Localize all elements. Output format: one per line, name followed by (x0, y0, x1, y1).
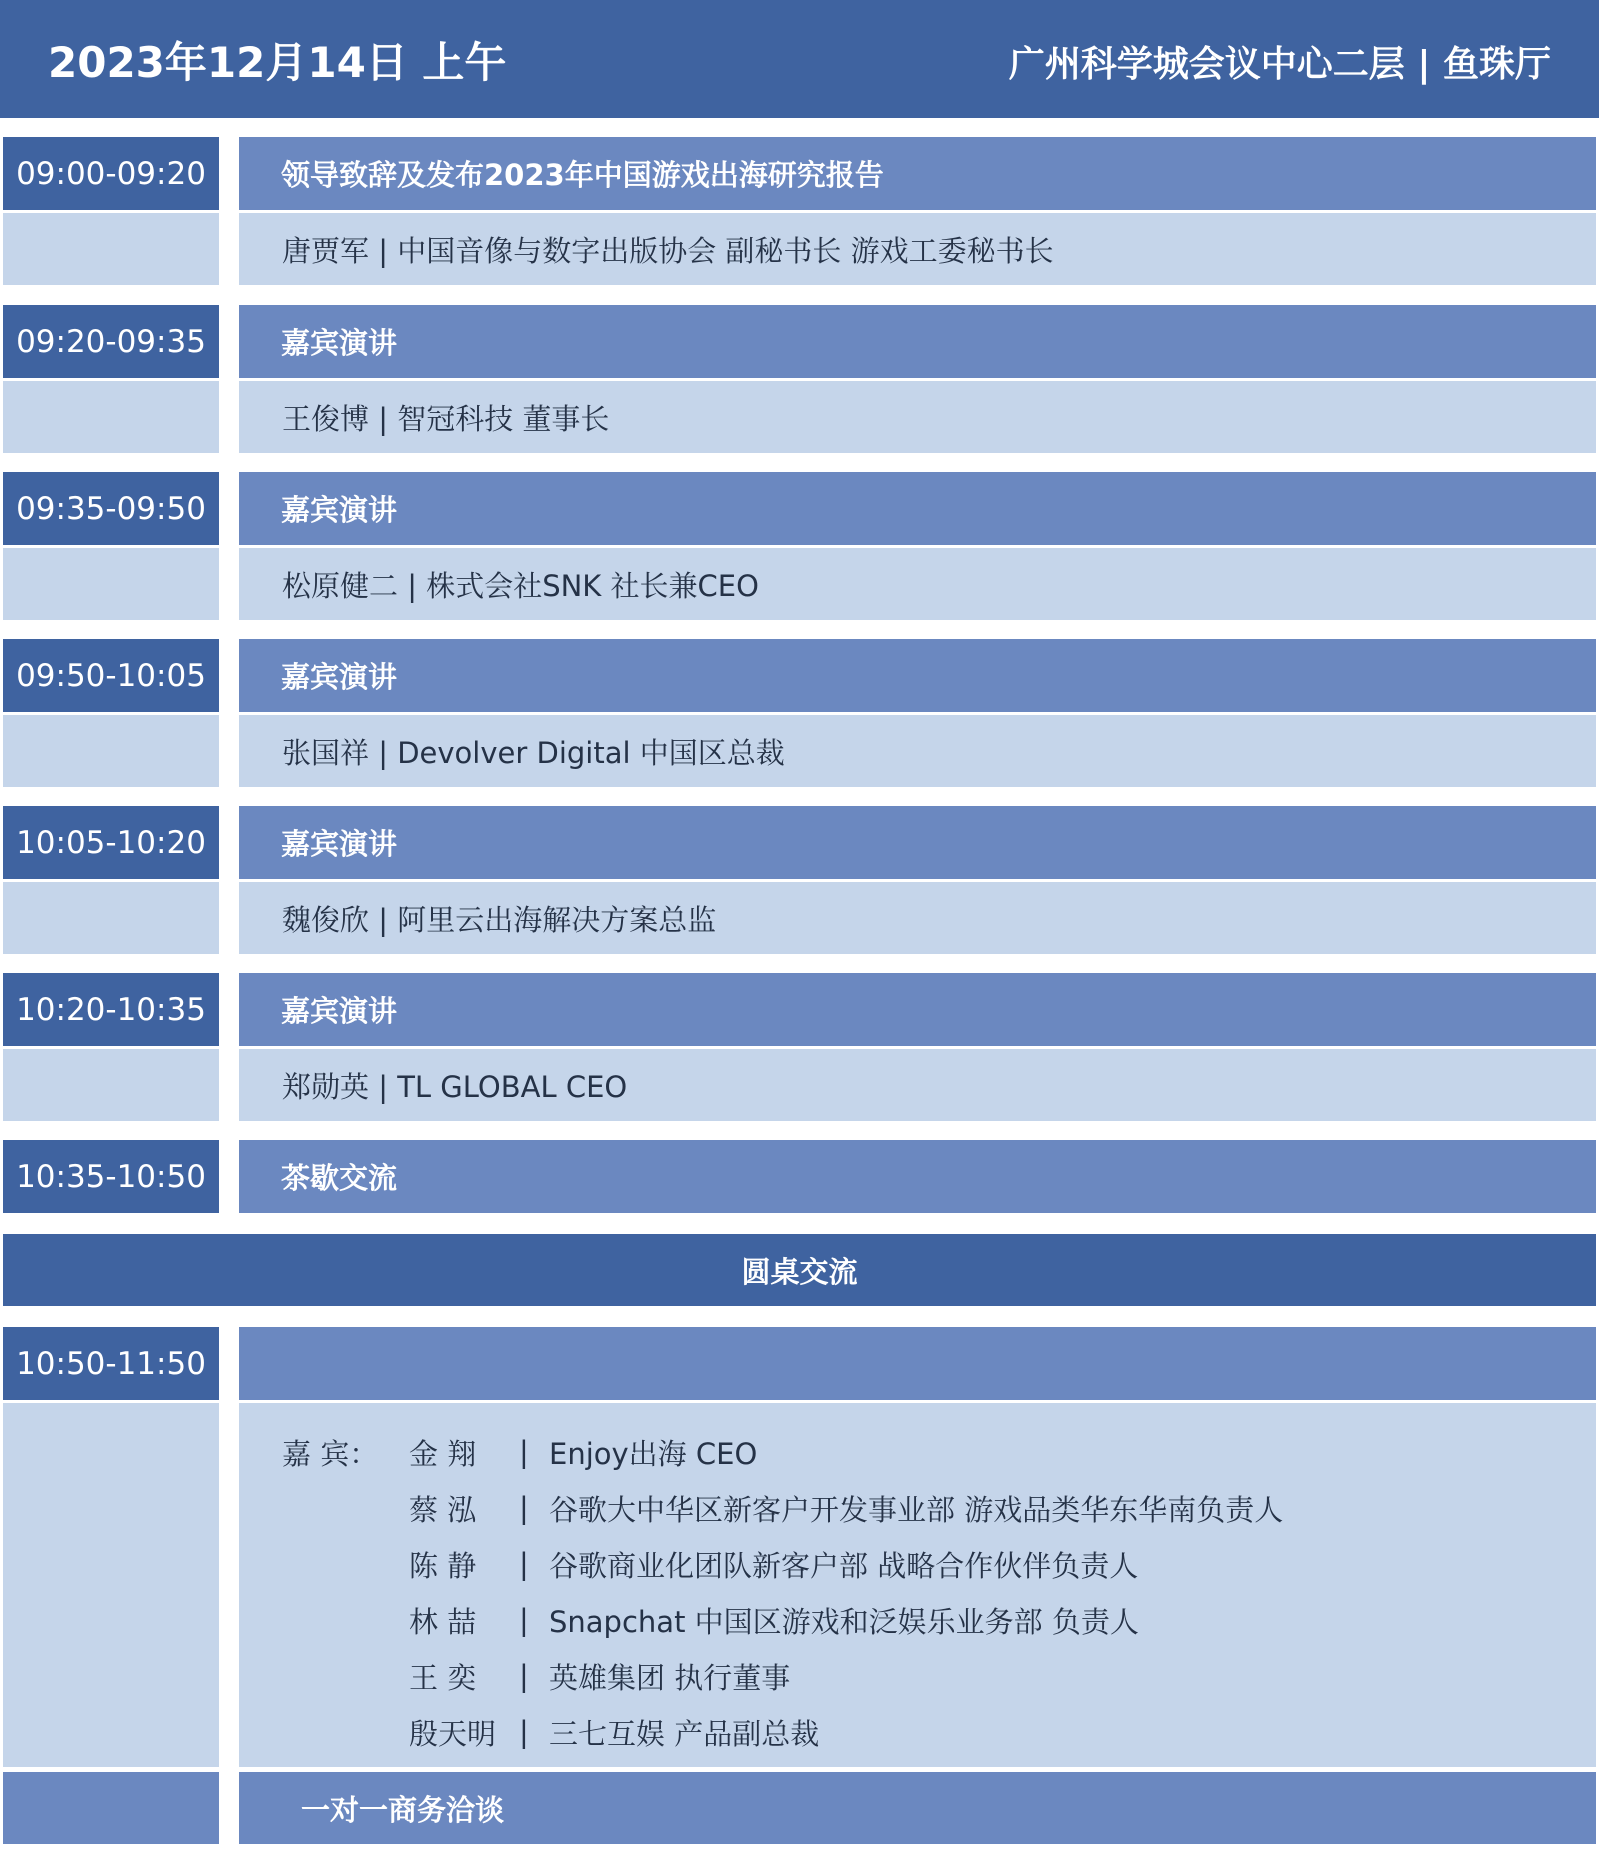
guest-row (409, 1540, 1138, 1588)
session-time: 09:35-09:50 (3, 472, 219, 545)
session-title: 嘉宾演讲 (239, 806, 1596, 879)
guest-separator: | (519, 1715, 529, 1749)
session-time: 10:50-11:50 (3, 1327, 219, 1400)
guest-separator: | (519, 1547, 529, 1581)
guest-row (409, 1708, 819, 1756)
guest-row (409, 1596, 1139, 1644)
guest-name: 蔡 泓 (409, 1492, 477, 1527)
guest-row (409, 1428, 757, 1476)
guest-row (409, 1484, 1283, 1532)
time-cell-blank (3, 1403, 219, 1767)
time-cell-blank (3, 381, 219, 453)
session-time: 10:35-10:50 (3, 1140, 219, 1213)
guest-org: 三七互娱 产品副总裁 (549, 1716, 820, 1751)
agenda-header (0, 0, 1599, 118)
session-title (239, 1327, 1596, 1400)
session-time: 09:20-09:35 (3, 305, 219, 378)
session-speaker: 唐贾军 | 中国音像与数字出版协会 副秘书长 游戏工委秘书长 (239, 213, 1596, 285)
session-speaker: 魏俊欣 | 阿里云出海解决方案总监 (239, 882, 1596, 954)
guest-separator: | (519, 1491, 529, 1525)
guest-org: 谷歌大中华区新客户开发事业部 游戏品类华东华南负责人 (549, 1492, 1284, 1527)
guest-name: 陈 静 (409, 1548, 477, 1583)
session-time: 09:00-09:20 (3, 137, 219, 210)
guest-name: 王 奕 (409, 1660, 477, 1695)
session-time: 09:50-10:05 (3, 639, 219, 712)
header-date: 2023年12月14日 上午 (48, 38, 507, 87)
time-cell-blank (3, 1772, 219, 1844)
session-speaker: 郑勋英 | TL GLOBAL CEO (239, 1049, 1596, 1121)
session-speaker: 松原健二 | 株式会社SNK 社长兼CEO (239, 548, 1596, 620)
guest-name: 殷天明 (409, 1716, 497, 1751)
guest-row (409, 1652, 790, 1700)
guest-org: Enjoy出海 CEO (549, 1436, 758, 1471)
guest-org: 英雄集团 执行董事 (549, 1660, 791, 1695)
time-cell-blank (3, 213, 219, 285)
guest-name: 金 翔 (409, 1436, 477, 1471)
guest-separator: | (519, 1435, 529, 1469)
session-title: 嘉宾演讲 (239, 472, 1596, 545)
header-venue: 广州科学城会议中心二层 | 鱼珠厅 (1008, 44, 1551, 85)
time-cell-blank (3, 715, 219, 787)
guest-org: Snapchat 中国区游戏和泛娱乐业务部 负责人 (549, 1604, 1139, 1639)
guest-list (239, 1403, 1596, 1767)
session-title: 嘉宾演讲 (239, 639, 1596, 712)
session-title: 一对一商务洽谈 (239, 1772, 1596, 1844)
guest-name: 林 喆 (409, 1604, 477, 1639)
roundtable-banner: 圆桌交流 (3, 1234, 1596, 1306)
session-speaker: 王俊博 | 智冠科技 董事长 (239, 381, 1596, 453)
guest-separator: | (519, 1603, 529, 1637)
guest-separator: | (519, 1659, 529, 1693)
guest-label: 嘉 宾： (282, 1436, 379, 1471)
session-speaker: 张国祥 | Devolver Digital 中国区总裁 (239, 715, 1596, 787)
time-cell-blank (3, 548, 219, 620)
session-title: 嘉宾演讲 (239, 305, 1596, 378)
time-cell-blank (3, 882, 219, 954)
time-cell-blank (3, 1049, 219, 1121)
session-title: 领导致辞及发布2023年中国游戏出海研究报告 (239, 137, 1596, 210)
session-title: 茶歇交流 (239, 1140, 1596, 1213)
session-title: 嘉宾演讲 (239, 973, 1596, 1046)
session-time: 10:05-10:20 (3, 806, 219, 879)
session-time: 10:20-10:35 (3, 973, 219, 1046)
guest-org: 谷歌商业化团队新客户部 战略合作伙伴负责人 (549, 1548, 1139, 1583)
